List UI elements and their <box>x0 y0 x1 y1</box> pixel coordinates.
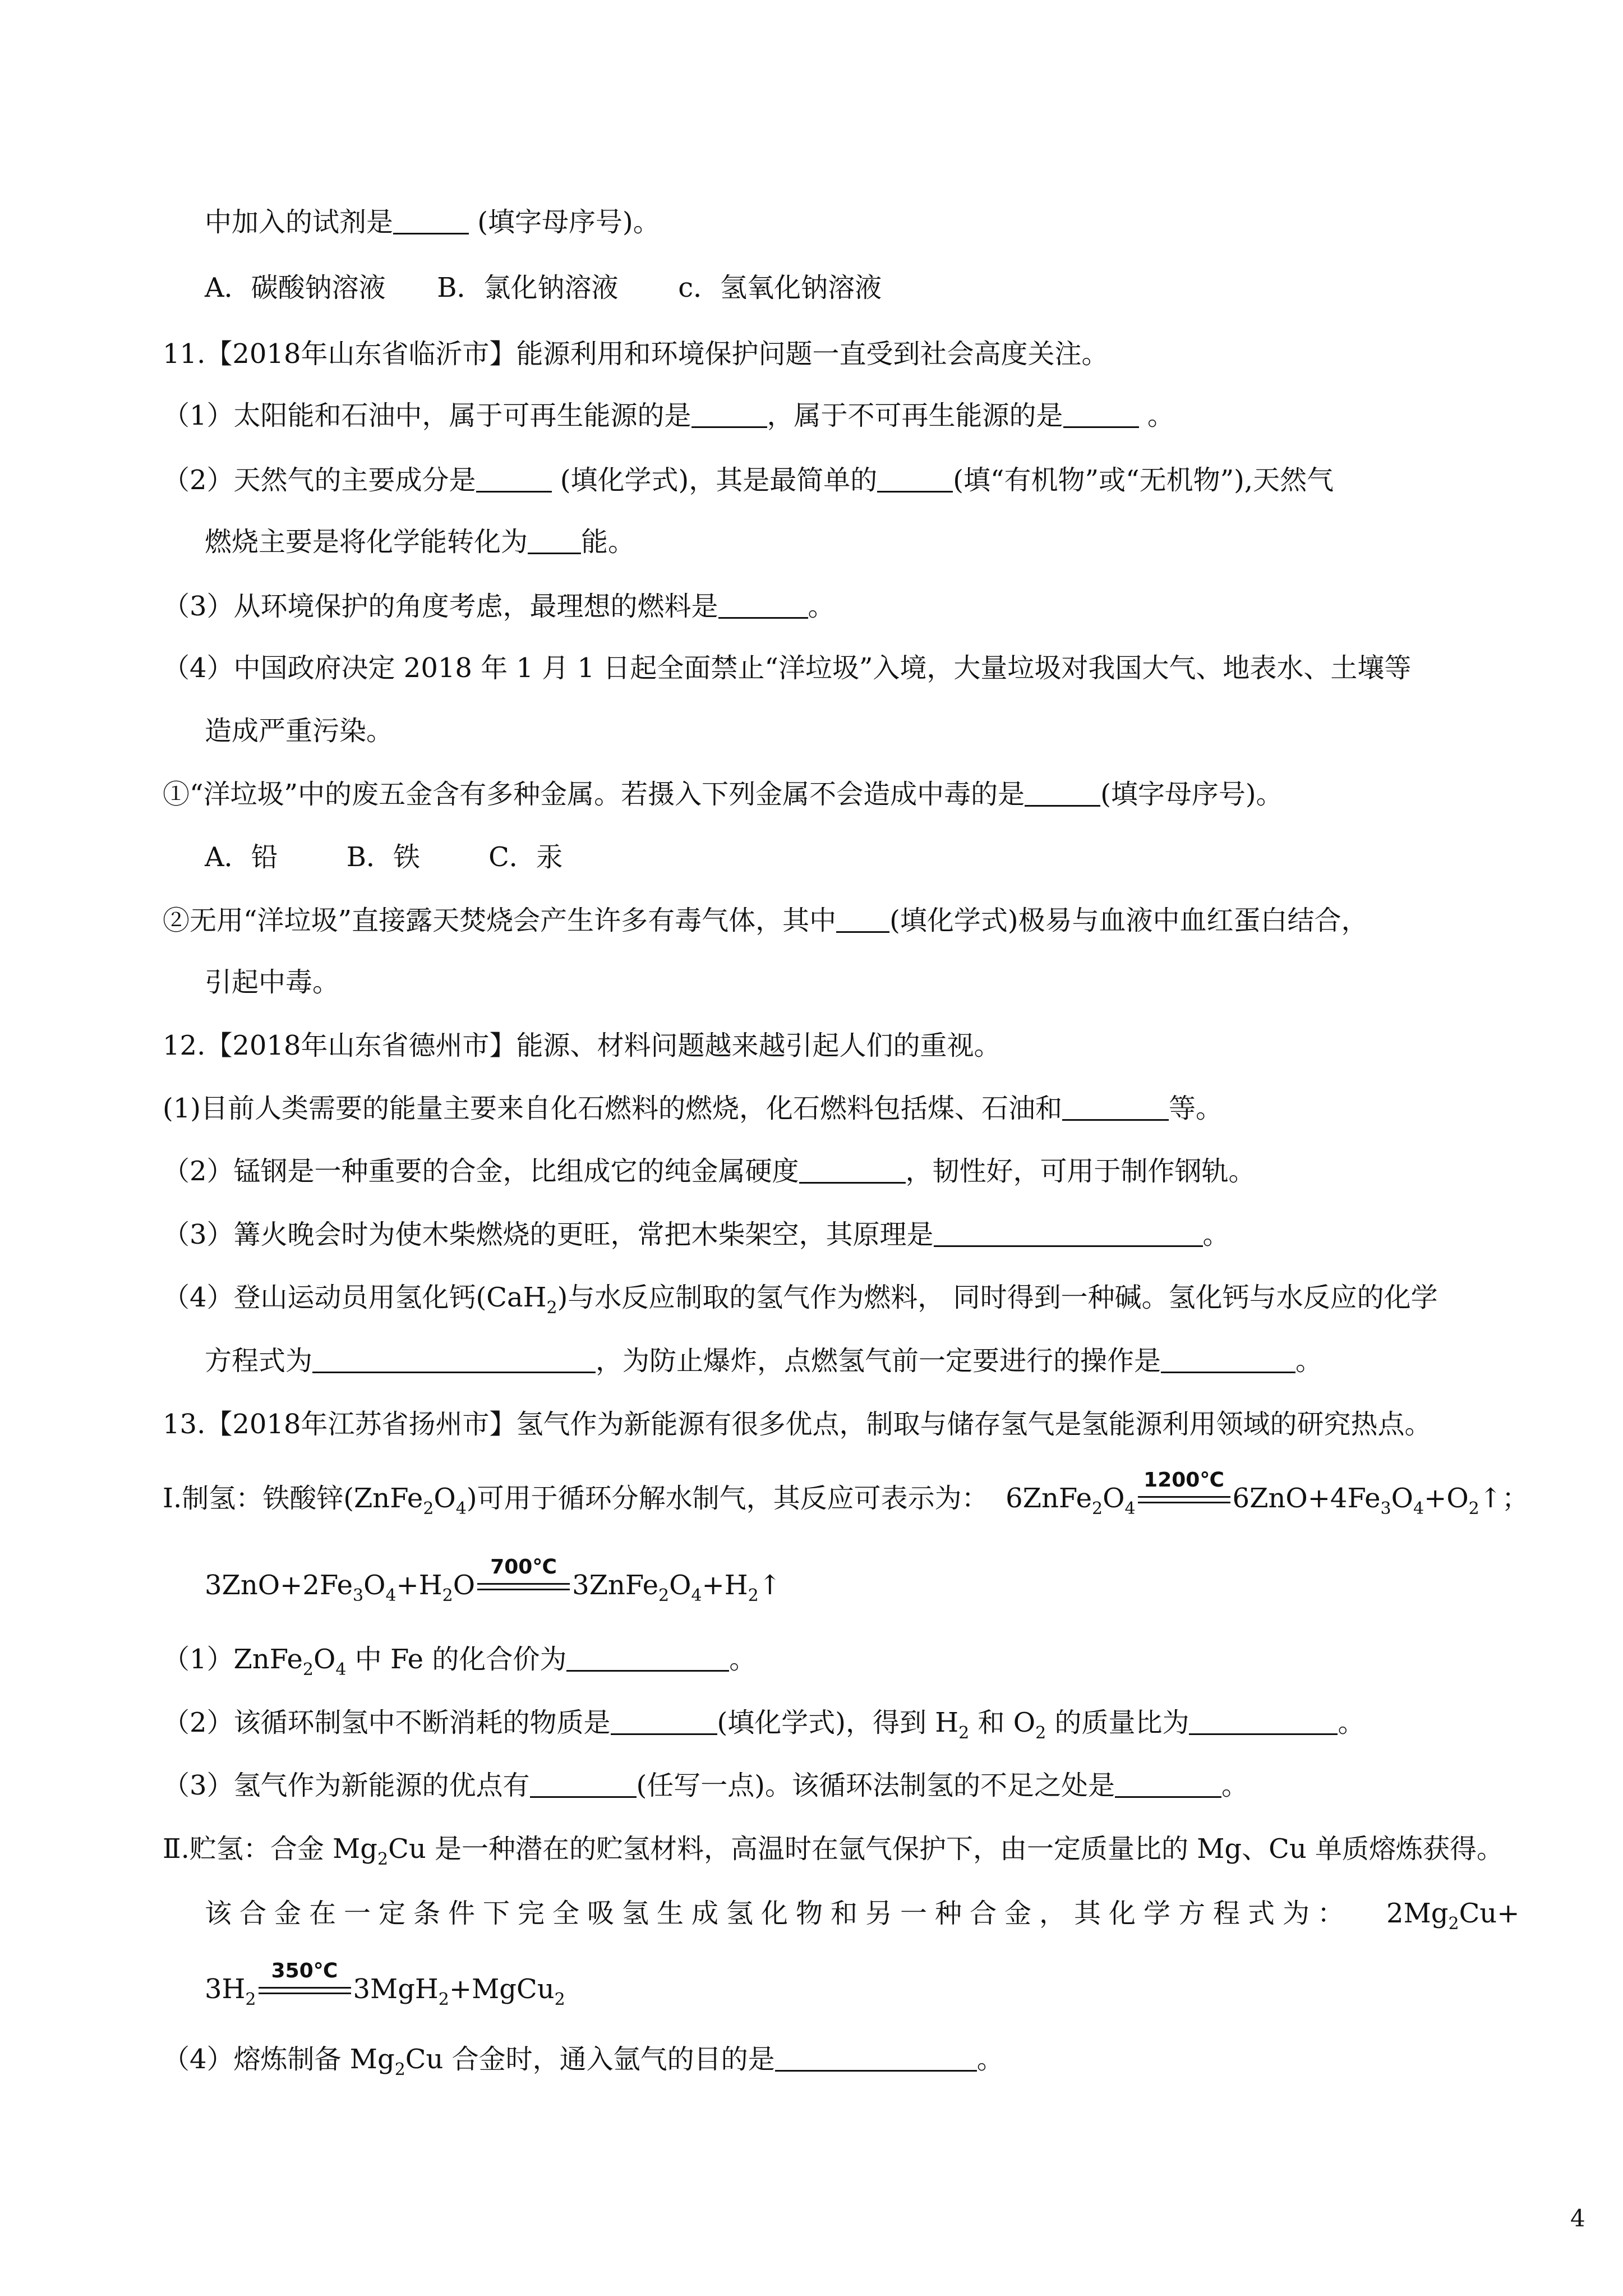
q11-sub2: ②无用“洋垃圾”直接露天焚烧会产生许多有毒气体，其中 (填化学式)极易与血液中血红蛋白结合， <box>163 905 1368 936</box>
answer-blank[interactable] <box>566 1648 729 1672</box>
q11-part4: （4）中国政府决定 2018 年 1 月 1 日起全面禁止“洋垃圾”入境，大量垃圾对我国大气、地表水、土壤等 <box>163 652 1412 684</box>
q11-part2-cont: 燃烧主要是将化学能转化为 能。 <box>205 526 635 558</box>
answer-blank[interactable] <box>393 210 469 234</box>
q11-part1: （1）太阳能和石油中，属于可再生能源的是 ，属于不可再生能源的是 。 <box>163 400 1174 431</box>
q13-reaction2: $3ZnO+2Fe_3O_4+H_2O$ 700℃ $3ZnFe_2O_4+H_2↑$ <box>205 1556 781 1605</box>
q12-part1: (1)目前人类需要的能量主要来自化石燃料的燃烧，化石燃料包括煤、石油和 等。 <box>163 1093 1223 1124</box>
answer-blank[interactable] <box>877 468 953 493</box>
q13-part4: （4）熔炼制备 $Mg_2Cu$ 合金时，通入氩气的目的是 。 <box>163 2044 1004 2079</box>
q13-part3: （3）氢气作为新能源的优点有 (任写一点)。该循环法制氢的不足之处是 。 <box>163 1770 1249 1801</box>
answer-blank[interactable] <box>312 1349 596 1373</box>
q13-heading: 13.【2018年江苏省扬州市】氢气作为新能源有很多优点，制取与储存氢气是氢能源利用领域的研究热点。 <box>163 1409 1432 1440</box>
page-number: 4 <box>1570 2205 1585 2232</box>
answer-blank[interactable] <box>1063 404 1139 428</box>
q13-section-I: I.制氢：铁酸锌$(ZnFe_2O_4)$可用于循环分解水制气，其反应可表示为： $6ZnFe_2O_4$ 1200℃ $6ZnO+4Fe_3O_4+O_2↑$； <box>163 1469 1529 1519</box>
q11-sub1-options: A．铅 B．铁 C．汞 <box>205 841 563 873</box>
q13-part2: （2）该循环制氢中不断消耗的物质是 (填化学式)，得到 $H_2$ 和 $O_2$ 的质量比为 。 <box>163 1707 1365 1743</box>
q11-part4-cont: 造成严重污染。 <box>205 715 394 747</box>
answer-blank[interactable] <box>528 530 581 554</box>
answer-blank[interactable] <box>1115 1774 1221 1798</box>
answer-blank[interactable] <box>1025 783 1100 807</box>
answer-blank[interactable] <box>611 1711 717 1735</box>
q11-part2: （2）天然气的主要成分是 (填化学式)，其是最简单的 (填“有机物”或“无机物”),天然气 <box>163 464 1334 496</box>
answer-blank[interactable] <box>836 909 889 933</box>
answer-blank[interactable] <box>934 1223 1203 1247</box>
answer-blank[interactable] <box>1189 1711 1338 1735</box>
q11-sub1: ①“洋垃圾”中的废五金含有多种金属。若摄入下列金属不会造成中毒的是 (填字母序号)。 <box>163 779 1283 810</box>
q13-section-II: Ⅱ.贮氢：合金 $Mg_2Cu$ 是一种潜在的贮氢材料，高温时在氩气保护下，由一定质量比的 Mg、Cu 单质熔炼获得。 <box>163 1833 1504 1869</box>
answer-blank[interactable] <box>718 595 808 619</box>
q11-sub2-cont: 引起中毒。 <box>205 967 340 998</box>
answer-blank[interactable] <box>1062 1097 1169 1121</box>
answer-blank[interactable] <box>476 468 552 493</box>
reaction-condition: 350℃ <box>259 1979 351 2001</box>
q13-reaction3: $3H_2$ 350℃ 3MgH$_2$+MgCu$_2$ <box>205 1959 565 2009</box>
answer-blank[interactable] <box>1161 1349 1295 1373</box>
q13-part1: $(1)ZnFe_2O_4$ 中 Fe 的化合价为 。 <box>163 1644 757 1680</box>
q12-part4: （4）登山运动员用氢化钙(CaH$_2$)与水反应制取的氢气作为燃料， 同时得到一种碱。氢化钙与水反应的化学 <box>163 1282 1438 1318</box>
answer-blank[interactable] <box>775 2047 977 2072</box>
reaction-condition: 700℃ <box>477 1575 570 1598</box>
reaction-condition: 1200℃ <box>1138 1488 1230 1511</box>
q13-section-II-cont: 该合金在一定条件下完全吸氢生成氢化物和另一种合金，其化学方程式为： $2Mg_2Cu+$ <box>205 1898 1520 1934</box>
answer-blank[interactable] <box>530 1774 637 1798</box>
q12-part3: （3）篝火晚会时为使木柴燃烧的更旺，常把木柴架空，其原理是 。 <box>163 1219 1230 1250</box>
q12-heading: 12.【2018年山东省德州市】能源、材料问题越来越引起人们的重视。 <box>163 1030 1001 1061</box>
q11-part3: （3）从环境保护的角度考虑，最理想的燃料是 。 <box>163 591 835 622</box>
answer-blank[interactable] <box>799 1159 906 1184</box>
q12-part4-cont: 方程式为 ，为防止爆炸，点燃氢气前一定要进行的操作是 。 <box>205 1345 1323 1377</box>
answer-blank[interactable] <box>691 404 767 428</box>
q11-heading: 11.【2018年山东省临沂市】能源利用和环境保护问题一直受到社会高度关注。 <box>163 338 1109 370</box>
q12-part2: （2）锰钢是一种重要的合金，比组成它的纯金属硬度 ，韧性好，可用于制作钢轨。 <box>163 1156 1256 1187</box>
q10-options: A．碳酸钠溶液 B．氯化钠溶液 c．氢氧化钠溶液 <box>205 272 882 303</box>
q10-continuation: 中加入的试剂是 (填字母序号)。 <box>205 206 660 238</box>
